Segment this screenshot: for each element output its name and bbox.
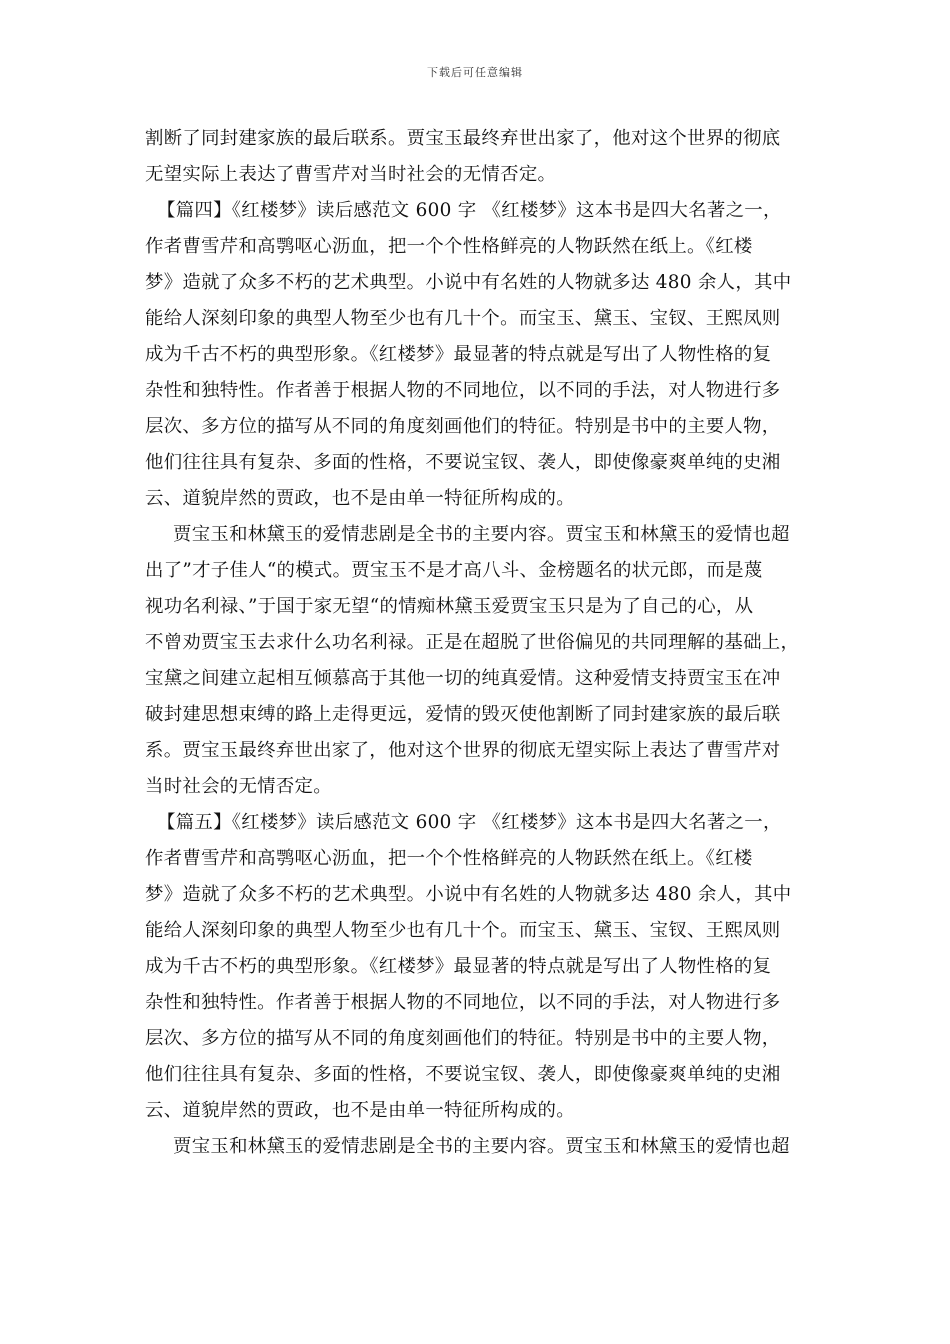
text-line: 视功名利禄、”于国于家无望“的情痴林黛玉爱贾宝玉只是为了自己的心，从	[145, 596, 754, 617]
text-line: 不曾劝贾宝玉去求什么功名利禄。正是在超脱了世俗偏见的共同理解的基础上，	[145, 632, 800, 653]
text-line: 当时社会的无情否定。	[145, 776, 332, 797]
text-line: 系。贾宝玉最终弃世出家了，他对这个世界的彻底无望实际上表达了曹雪芹对	[145, 740, 781, 761]
text-line: 出了”才子佳人“的模式。贾宝玉不是才高八斗、金榜题名的状元郎，而是蔑	[145, 560, 763, 581]
page-header: 下载后可任意编辑	[427, 66, 523, 79]
text-line: 无望实际上表达了曹雪芹对当时社会的无情否定。	[145, 164, 557, 185]
text-line: 梦》造就了众多不朽的艺术典型。小说中有名姓的人物就多达 480 余人，其中	[145, 884, 792, 905]
text-line: 杂性和独特性。作者善于根据人物的不同地位，以不同的手法，对人物进行多	[145, 380, 781, 401]
text-line: 成为千古不朽的典型形象。《红楼梦》最显著的特点就是写出了人物性格的复	[145, 956, 772, 977]
text-line: 云、道貌岸然的贾政，也不是由单一特征所构成的。	[145, 1100, 575, 1121]
text-line: 宝黛之间建立起相互倾慕高于其他一切的纯真爱情。这种爱情支持贾宝玉在冲	[145, 668, 781, 689]
text-line: 割断了同封建家族的最后联系。贾宝玉最终弃世出家了，他对这个世界的彻底	[145, 128, 781, 149]
text-line: 层次、多方位的描写从不同的角度刻画他们的特征。特别是书中的主要人物，	[145, 1028, 781, 1049]
text-line: 梦》造就了众多不朽的艺术典型。小说中有名姓的人物就多达 480 余人，其中	[145, 272, 792, 293]
text-line: 能给人深刻印象的典型人物至少也有几十个。而宝玉、黛玉、宝钗、王熙凤则	[145, 920, 781, 941]
text-line: 他们往往具有复杂、多面的性格，不要说宝钗、袭人，即使像豪爽单纯的史湘	[145, 1064, 781, 1085]
text-line: 贾宝玉和林黛玉的爱情悲剧是全书的主要内容。贾宝玉和林黛玉的爱情也超	[173, 1136, 790, 1157]
text-line: 层次、多方位的描写从不同的角度刻画他们的特征。特别是书中的主要人物，	[145, 416, 781, 437]
text-line: 【篇五】《红楼梦》读后感范文 600 字 《红楼梦》这本书是四大名著之一，	[157, 812, 782, 833]
text-line: 他们往往具有复杂、多面的性格，不要说宝钗、袭人，即使像豪爽单纯的史湘	[145, 452, 781, 473]
text-line: 能给人深刻印象的典型人物至少也有几十个。而宝玉、黛玉、宝钗、王熙凤则	[145, 308, 781, 329]
text-line: 贾宝玉和林黛玉的爱情悲剧是全书的主要内容。贾宝玉和林黛玉的爱情也超	[173, 524, 790, 545]
text-line: 成为千古不朽的典型形象。《红楼梦》最显著的特点就是写出了人物性格的复	[145, 344, 772, 365]
document-body	[145, 121, 825, 1165]
text-line: 作者曹雪芹和高鹗呕心沥血，把一个个性格鲜亮的人物跃然在纸上。《红楼	[145, 848, 753, 869]
text-line: 破封建思想束缚的路上走得更远，爱情的毁灭使他割断了同封建家族的最后联	[145, 704, 781, 725]
text-line: 作者曹雪芹和高鹗呕心沥血，把一个个性格鲜亮的人物跃然在纸上。《红楼	[145, 236, 753, 257]
text-line: 云、道貌岸然的贾政，也不是由单一特征所构成的。	[145, 488, 575, 509]
text-line: 杂性和独特性。作者善于根据人物的不同地位，以不同的手法，对人物进行多	[145, 992, 781, 1013]
text-line: 【篇四】《红楼梦》读后感范文 600 字 《红楼梦》这本书是四大名著之一，	[157, 200, 782, 221]
